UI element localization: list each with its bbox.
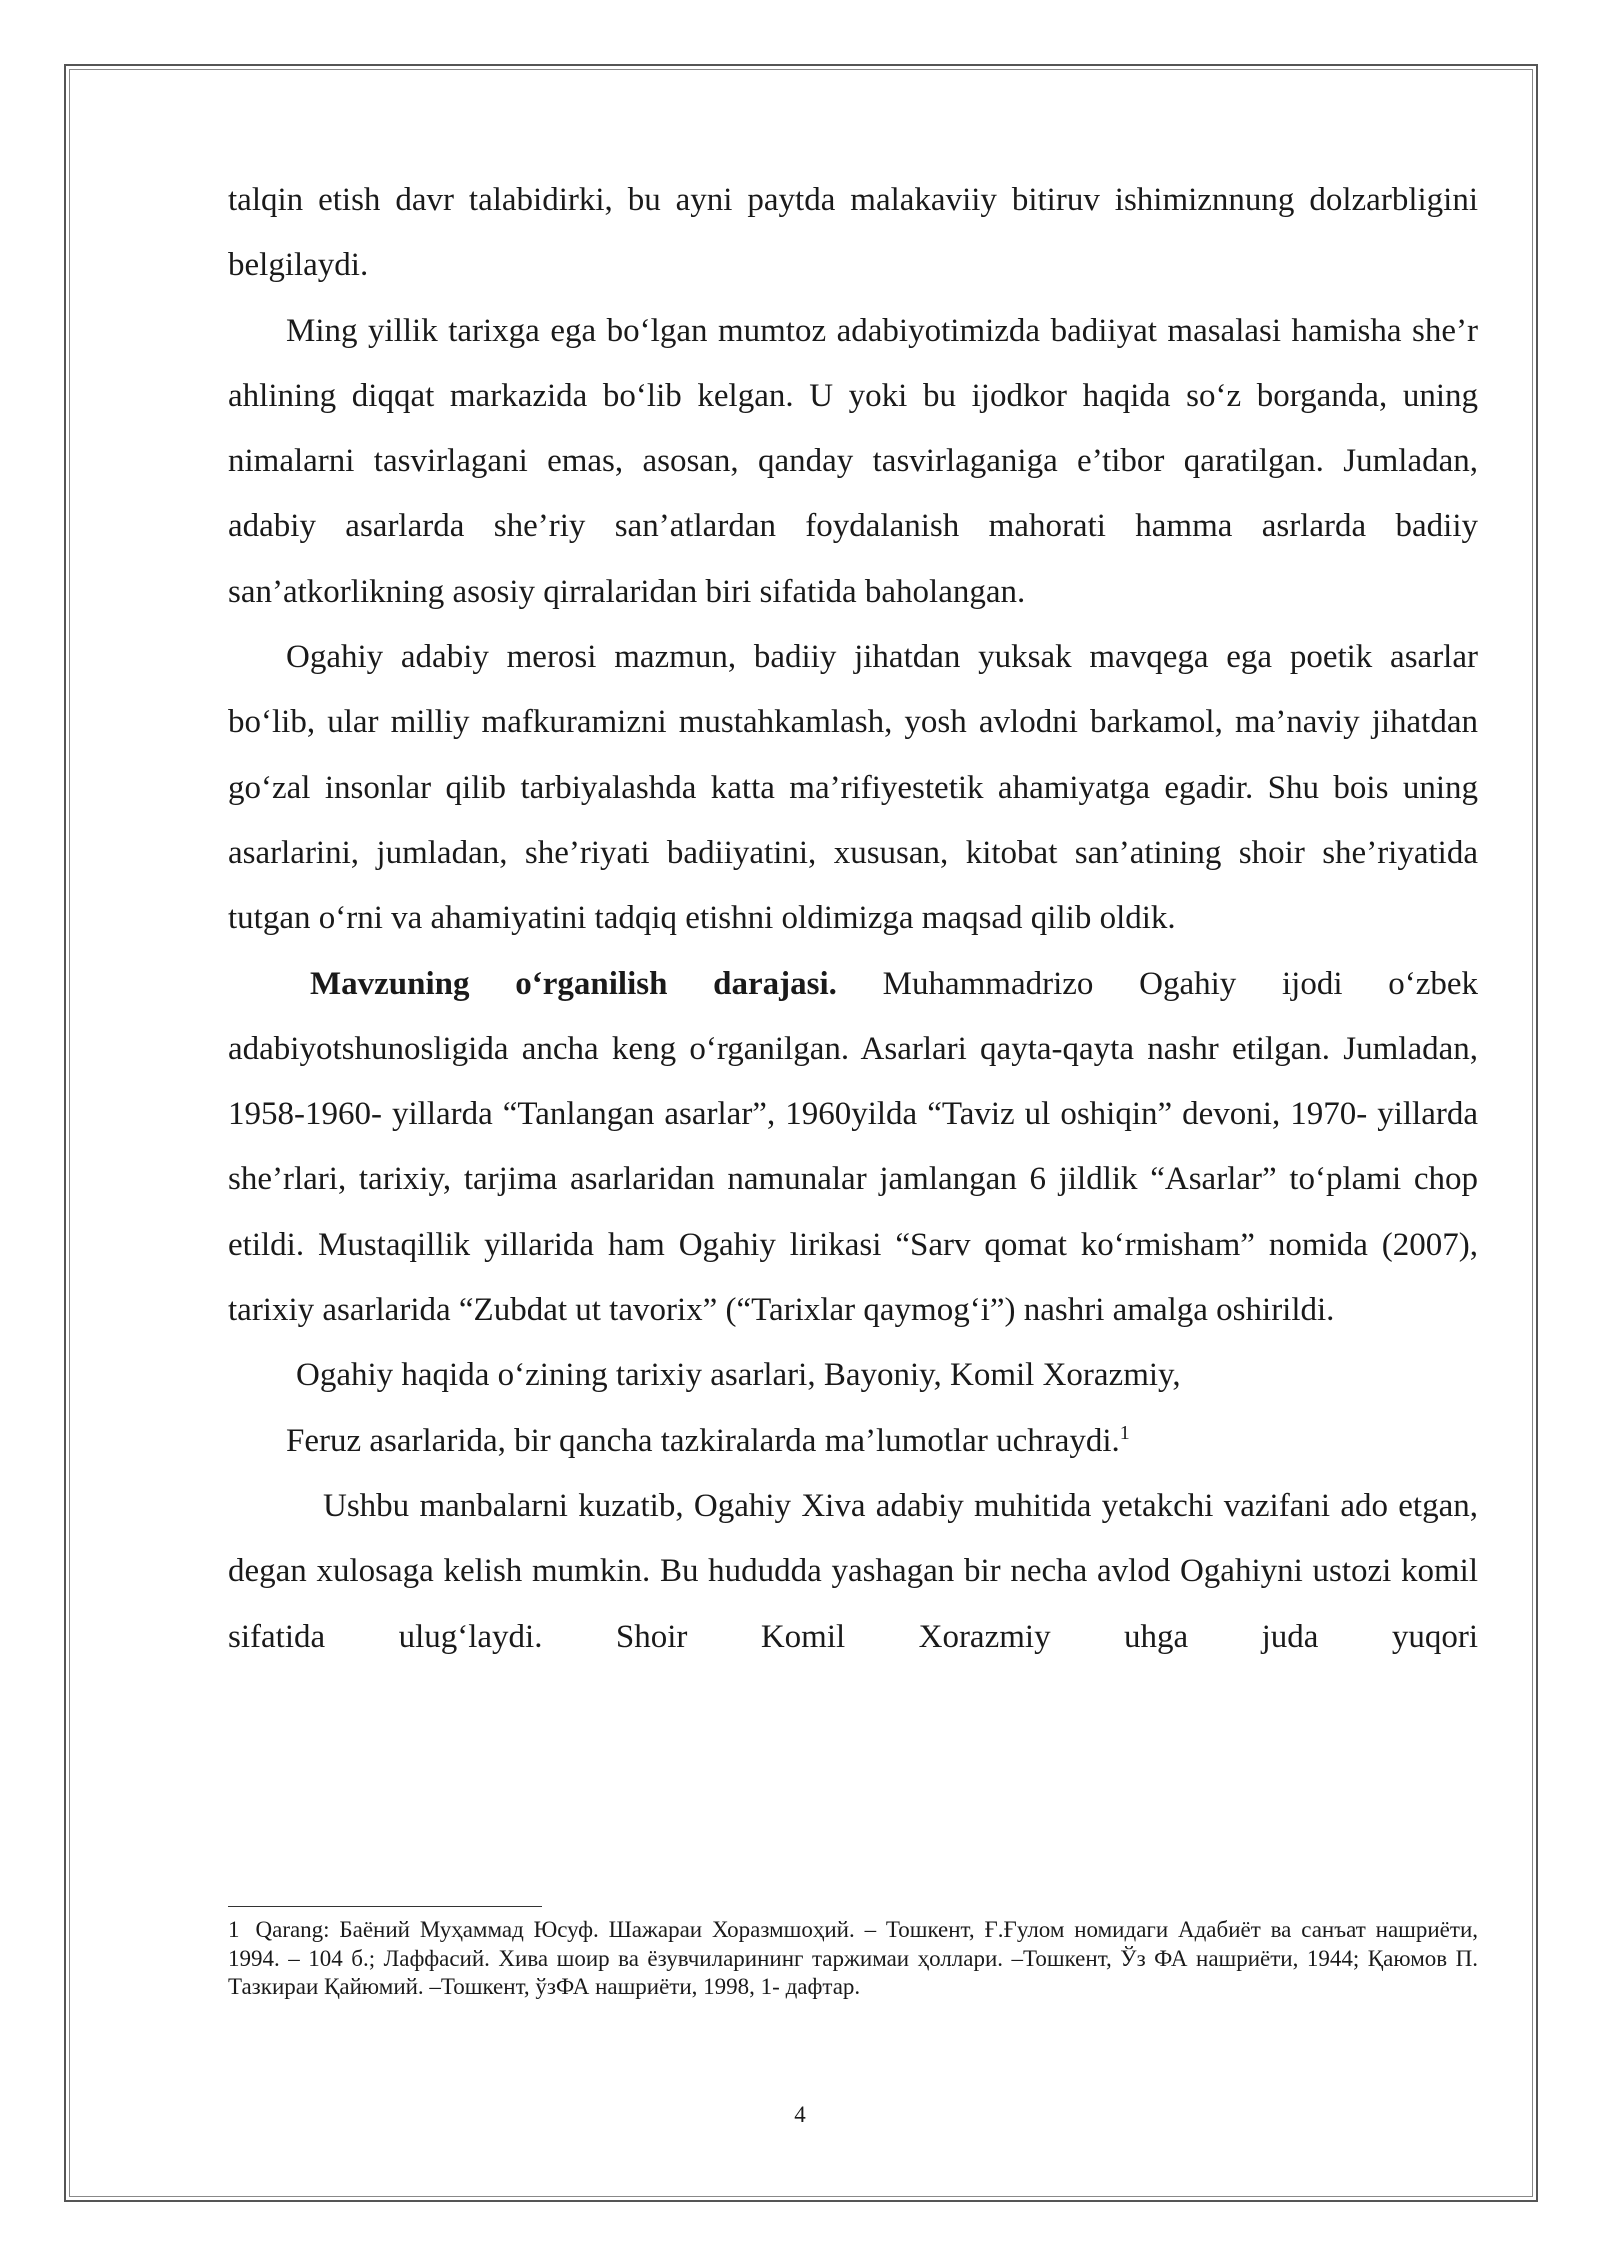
footnote-reference[interactable]: 1 xyxy=(1119,1421,1130,1444)
page-number: 4 xyxy=(794,2102,806,2127)
paragraph-6 xyxy=(228,1409,1478,1474)
footnote-number: 1 xyxy=(228,1917,240,1942)
footnote xyxy=(228,1916,1478,2002)
footnote-separator xyxy=(228,1906,542,1907)
paragraph-1: talqin etish davr talabidirki, bu ayni paytda malakaviiy bitiruv ishimiznnung dolzarbligini belgilaydi. xyxy=(228,182,1478,284)
page-body xyxy=(228,168,1478,1670)
paragraph-4-text: Muhammadrizo Ogahiy ijodi o‘zbek adabiyotshunosligida ancha keng o‘rganilgan. Asarlari qayta-qayta nashr etilgan. Jumladan, 1958-1960- yillarda “Tanlangan asarlar”, 1960yilda “Taviz ul oshiqin” devoni, 1970- yillarda she’rlari, tarixiy, tarjima asarlaridan namunalar jamlangan 6 jildlik “Asarlar” to‘plami chop etildi. Mustaqillik yillarida ham Ogahiy lirikasi “Sarv qomat ko‘rmisham” nomida (2007), tarixiy asarlarida “Zubdat ut tavorix” (“Tarixlar qaymog‘i”) nashri amalga oshirildi. xyxy=(228,965,1478,1329)
paragraph-3: Ogahiy adabiy merosi mazmun, badiiy jihatdan yuksak mavqega ega poetik asarlar bo‘lib, ular milliy mafkuramizni mustahkamlash, yosh avlodni barkamol, ma’naviy jihatdan go‘zal insonlar qilib tarbiyalashda katta ma’rifiyestetik ahamiyatga egadir. Shu bois uning asarlarini, jumladan, she’riyati badiiyatini, xususan, kitobat san’atining shoir she’riyatida tutgan o‘rni va ahamiyatini tadqiq etishni oldimizga maqsad qilib oldik. xyxy=(228,639,1478,937)
paragraph-2: Ming yillik tarixga ega bo‘lgan mumtoz adabiyotimizda badiiyat masalasi hamisha she’r ahlining diqqat markazida bo‘lib kelgan. U yoki bu ijodkor haqida so‘z borganda, uning nimalarni tasvirlagani emas, asosan, qanday tasvirlaganiga e’tibor qaratilgan. Jumladan, adabiy asarlarda she’riy san’atlardan foydalanish mahorati hamma asrlarda badiiy san’atkorlikning asosiy qirralaridan biri sifatida baholangan. xyxy=(228,312,1478,610)
footnote-text: Qarang: Баёний Муҳаммад Юсуф. Шажараи Хоразмшоҳий. – Тошкент, Ғ.Ғулом номидаги Адабиёт ва санъат нашриёти, 1994. – 104 б.; Лаффасий. Хива шоир ва ёзувчиларининг таржимаи ҳоллари. –Тошкент, Ўз ФА нашриёти, 1944; Қаюмов П. Тазкираи Қайюмий. –Тошкент, ўзФА нашриёти, 1998, 1- дафтар. xyxy=(228,1917,1478,1999)
paragraph-6-text: Feruz asarlarida, bir qancha tazkiralarda ma’lumotlar uchraydi. xyxy=(286,1422,1120,1459)
paragraph-7: Ushbu manbalarni kuzatib, Ogahiy Xiva adabiy muhitida yetakchi vazifani ado etgan, degan xulosaga kelish mumkin. Bu hududda yashagan bir necha avlod Ogahiyni ustozi komil sifatida ulug‘laydi. Shoir Komil Xorazmiy uhga juda yuqori xyxy=(228,1487,1478,1655)
paragraph-4 xyxy=(228,952,1478,1344)
paragraph-5: Ogahiy haqida o‘zining tarixiy asarlari, Bayoniy, Komil Xorazmiy, xyxy=(296,1357,1181,1394)
section-heading: Mavzuning o‘rganilish darajasi. xyxy=(310,965,837,1002)
